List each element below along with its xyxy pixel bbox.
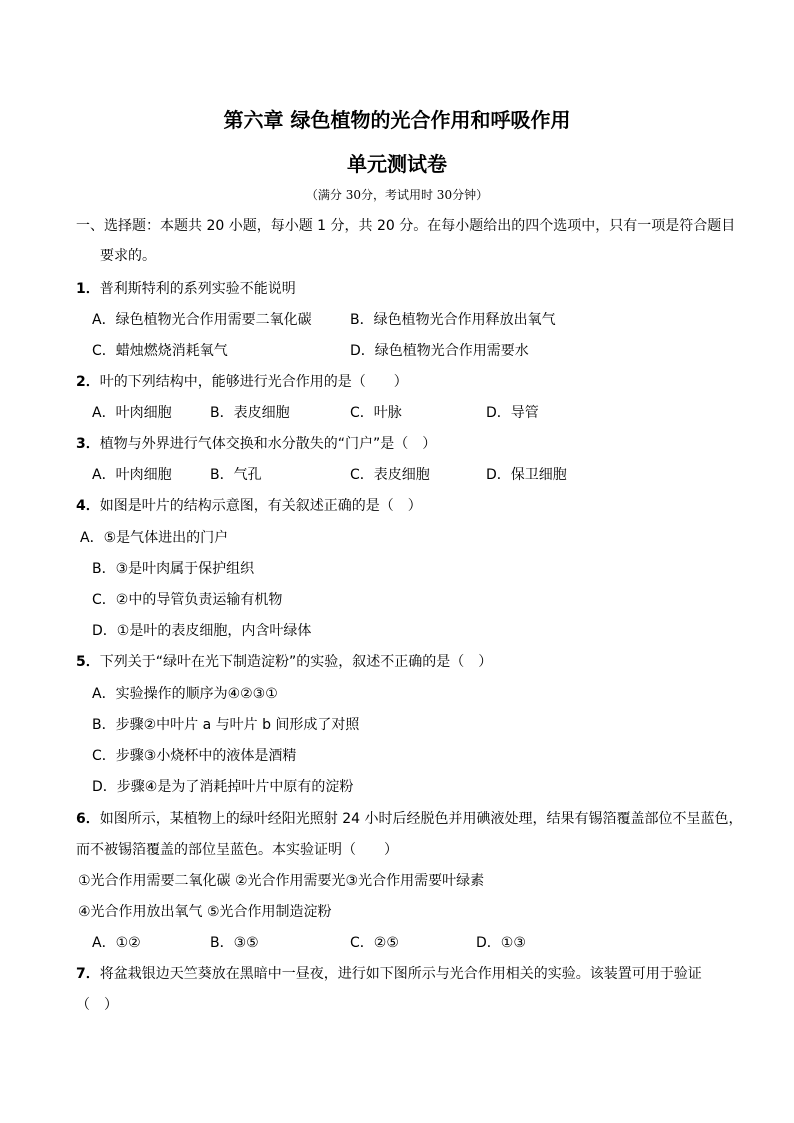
q2-option-d[interactable]: D．导管 (486, 405, 539, 421)
q2-option-c[interactable]: C．叶脉 (350, 405, 402, 421)
q1-option-b[interactable]: B．绿色植物光合作用释放出氧气 (350, 312, 556, 328)
question-6-stem-cont: 而不被锡箔覆盖的部位呈蓝色。本实验证明（ ） (76, 842, 398, 858)
q4-option-a[interactable]: A．⑤是气体进出的门户 (80, 530, 229, 546)
q3-option-c[interactable]: C．表皮细胞 (350, 467, 430, 483)
q3-option-d[interactable]: D．保卫细胞 (486, 467, 567, 483)
section-instructions-line2: 要求的。 (100, 248, 156, 264)
question-number: 2． (76, 374, 100, 390)
question-stem: 如图所示，某植物上的绿叶经阳光照射 24 小时后经脱色并用碘液处理，结果有锡箔覆盖部位不呈蓝色， (99, 811, 743, 827)
page-subtitle: 单元测试卷 (347, 152, 447, 176)
question-stem: 下列关于“绿叶在光下制造淀粉”的实验，叙述不正确的是（ ） (99, 654, 493, 670)
question-number: 5． (76, 654, 100, 670)
q1-option-d[interactable]: D．绿色植物光合作用需要水 (350, 343, 529, 359)
question-3 (76, 435, 436, 453)
question-stem: 将盆栽银边天竺葵放在黑暗中一昼夜，进行如下图所示与光合作用相关的实验。该装置可用于验证 (99, 966, 702, 982)
question-4 (76, 497, 422, 515)
q1-option-c[interactable]: C．蜡烛燃烧消耗氧气 (92, 343, 228, 359)
question-number: 7． (76, 966, 100, 982)
q4-option-c[interactable]: C．②中的导管负责运输有机物 (92, 592, 283, 608)
q3-option-b[interactable]: B．气孔 (210, 467, 262, 483)
q6-option-a[interactable]: A．①② (92, 935, 141, 951)
q2-option-b[interactable]: B．表皮细胞 (210, 405, 290, 421)
question-number: 6． (76, 811, 100, 827)
q6-option-c[interactable]: C．②⑤ (350, 935, 399, 951)
q6-option-d[interactable]: D．①③ (476, 935, 526, 951)
q6-option-b[interactable]: B．③⑤ (210, 935, 259, 951)
section-instructions-line1: 一、选择题：本题共 20 小题，每小题 1 分，共 20 分。在每小题给出的四个选项中，只有一项是符合题目 (76, 218, 736, 234)
q5-option-a[interactable]: A．实验操作的顺序为④②③① (92, 686, 278, 702)
question-number: 1． (76, 281, 100, 297)
q1-option-a[interactable]: A．绿色植物光合作用需要二氧化碳 (92, 312, 312, 328)
q3-option-a[interactable]: A．叶肉细胞 (92, 467, 172, 483)
q6-statements-line2: ④光合作用放出氧气 ⑤光合作用制造淀粉 (78, 904, 332, 920)
question-stem: 植物与外界进行气体交换和水分散失的“门户”是（ ） (99, 436, 437, 452)
question-6 (76, 810, 742, 828)
question-stem: 普利斯特利的系列实验不能说明 (99, 281, 296, 297)
question-stem: 如图是叶片的结构示意图，有关叙述正确的是（ ） (99, 498, 422, 514)
q6-statements-line1: ①光合作用需要二氧化碳 ②光合作用需要光③光合作用需要叶绿素 (78, 873, 485, 889)
question-7-answer-blank: （ ） (76, 997, 118, 1013)
page-title: 第六章 绿色植物的光合作用和呼吸作用 (223, 108, 571, 132)
question-stem: 叶的下列结构中，能够进行光合作用的是（ ） (99, 374, 408, 390)
question-1 (76, 280, 296, 298)
q5-option-c[interactable]: C．步骤③小烧杯中的液体是酒精 (92, 748, 297, 764)
q4-option-b[interactable]: B．③是叶肉属于保护组织 (92, 561, 255, 577)
question-number: 3． (76, 436, 100, 452)
q2-option-a[interactable]: A．叶肉细胞 (92, 405, 172, 421)
q5-option-d[interactable]: D．步骤④是为了消耗掉叶片中原有的淀粉 (92, 779, 354, 795)
q4-option-d[interactable]: D．①是叶的表皮细胞，内含叶绿体 (92, 623, 312, 639)
question-2 (76, 373, 408, 391)
q5-option-b[interactable]: B．步骤②中叶片 a 与叶片 b 间形成了对照 (92, 717, 360, 733)
question-5 (76, 653, 492, 671)
question-7 (76, 965, 702, 983)
question-number: 4． (76, 498, 100, 514)
score-time-note: （满分 30分，考试用时 30分钟） (305, 188, 489, 202)
